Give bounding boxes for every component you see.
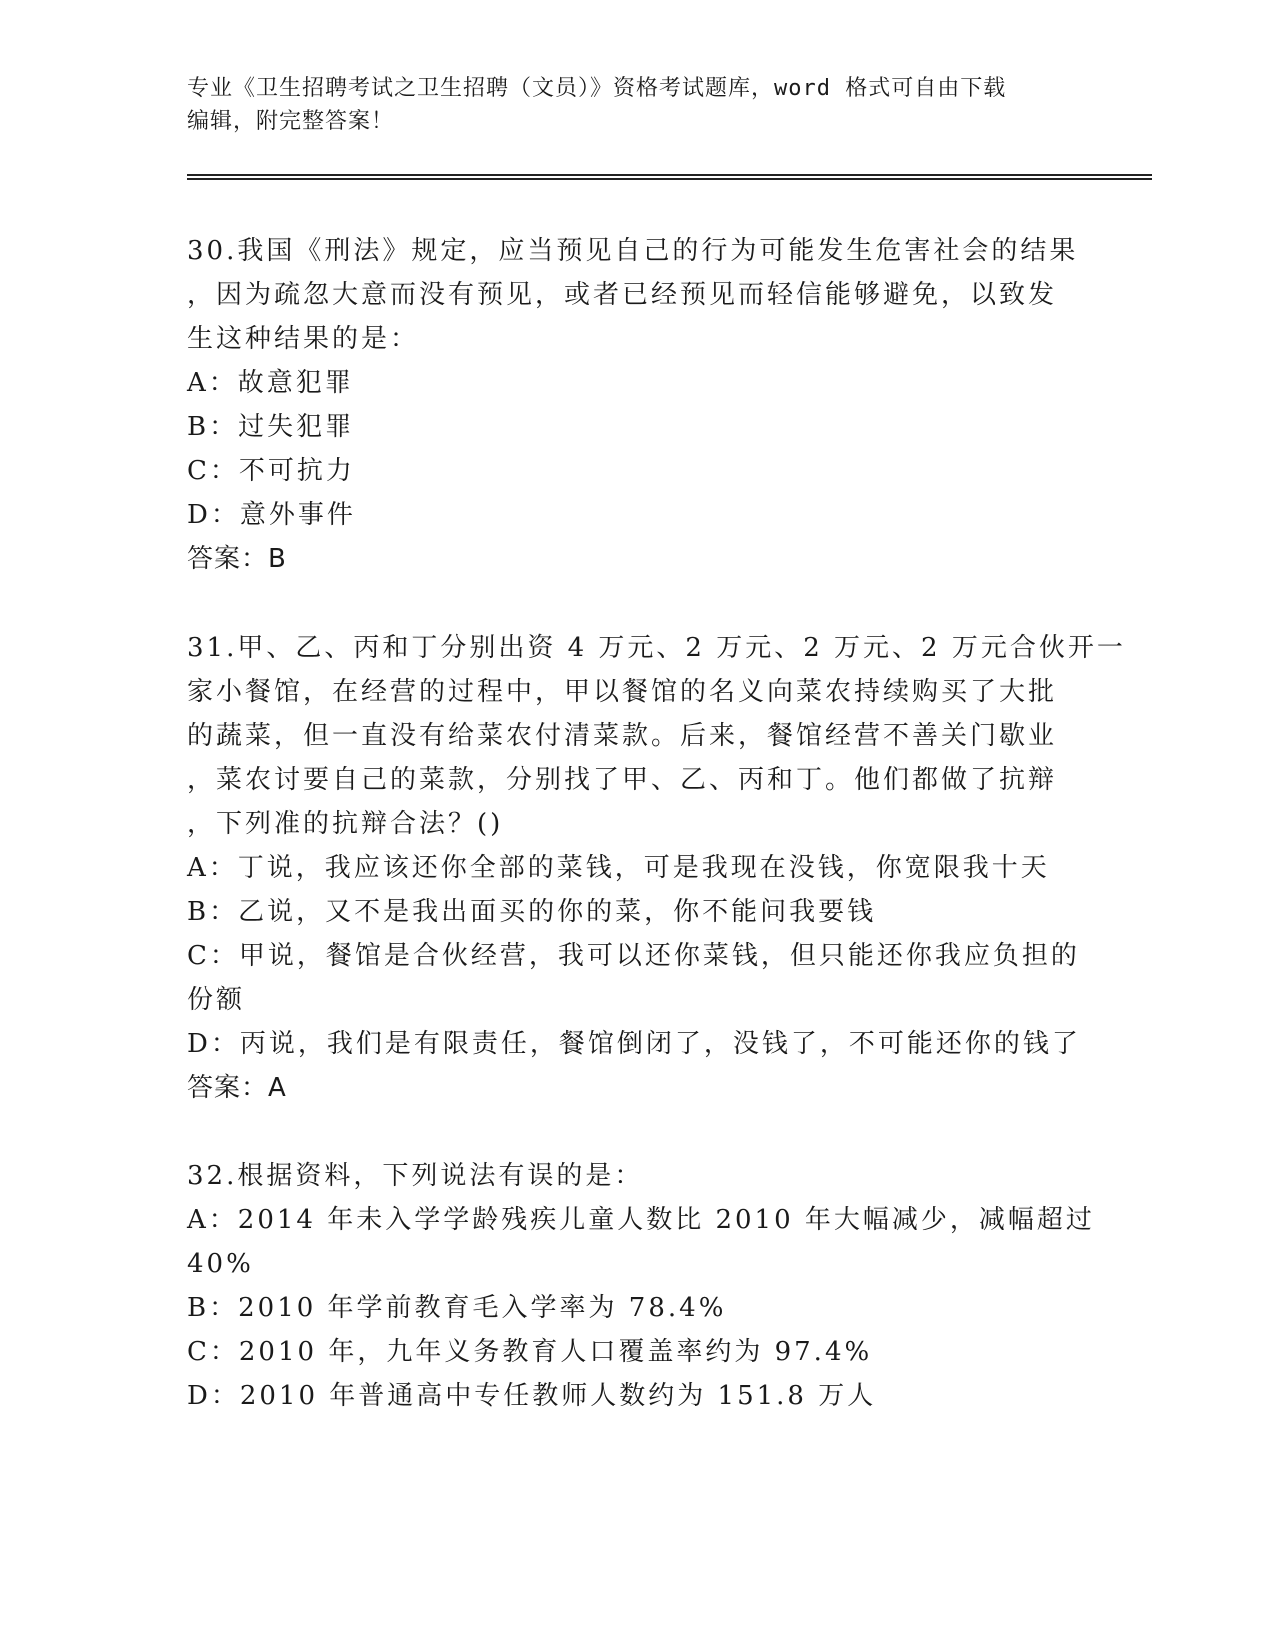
question-text: ，菜农讨要自己的菜款，分别找了甲、乙、丙和丁。他们都做了抗辩 xyxy=(187,765,1058,795)
option-b: B：2010 年学前教育毛入学率为 78.4% xyxy=(187,1293,727,1323)
option-c: C：2010 年，九年义务教育人口覆盖率约为 97.4% xyxy=(187,1337,873,1367)
option-a-continued: 40% xyxy=(187,1249,254,1279)
option-a: A：2014 年未入学学龄残疾儿童人数比 2010 年大幅减少，减幅超过 xyxy=(187,1205,1095,1235)
header-line-2: 编辑，附完整答案！ xyxy=(187,109,395,134)
option-a: A：丁说，我应该还你全部的菜钱，可是我现在没钱，你宽限我十天 xyxy=(187,853,1050,883)
option-c: C：甲说，餐馆是合伙经营，我可以还你菜钱，但只能还你我应负担的 xyxy=(187,941,1080,971)
question-text: 家小餐馆，在经营的过程中，甲以餐馆的名义向菜农持续购买了大批 xyxy=(187,677,1058,707)
question-text: ，下列准的抗辩合法？() xyxy=(187,809,504,839)
option-d: D：丙说，我们是有限责任，餐馆倒闭了，没钱了，不可能还你的钱了 xyxy=(187,1029,1081,1059)
option-c-continued: 份额 xyxy=(187,985,246,1015)
question-text: 30.我国《刑法》规定，应当预见自己的行为可能发生危害社会的结果 xyxy=(187,236,1079,266)
option-d: D：2010 年普通高中专任教师人数约为 151.8 万人 xyxy=(187,1381,877,1411)
question-text: 31.甲、乙、丙和丁分别出资 4 万元、2 万元、2 万元、2 万元合伙开一 xyxy=(187,633,1126,663)
question-text: 的蔬菜，但一直没有给菜农付清菜款。后来，餐馆经营不善关门歇业 xyxy=(187,721,1058,751)
option-d: D：意外事件 xyxy=(187,500,356,530)
question-text: ，因为疏忽大意而没有预见，或者已经预见而轻信能够避免，以致发 xyxy=(187,280,1058,310)
question-text: 32.根据资料，下列说法有误的是： xyxy=(187,1161,644,1191)
option-b: B：过失犯罪 xyxy=(187,412,355,442)
answer: 答案：B xyxy=(187,544,287,574)
option-c: C：不可抗力 xyxy=(187,456,355,486)
header-divider-bottom xyxy=(187,178,1152,180)
option-b: B：乙说，又不是我出面买的你的菜，你不能问我要钱 xyxy=(187,897,877,927)
answer: 答案：A xyxy=(187,1073,287,1103)
document-header xyxy=(187,72,1087,138)
option-a: A：故意犯罪 xyxy=(187,368,354,398)
question-text: 生这种结果的是： xyxy=(187,324,420,354)
header-line-1: 专业《卫生招聘考试之卫生招聘（文员）》资格考试题库，word 格式可自由下载 xyxy=(187,76,1007,101)
header-divider-top xyxy=(187,174,1152,176)
